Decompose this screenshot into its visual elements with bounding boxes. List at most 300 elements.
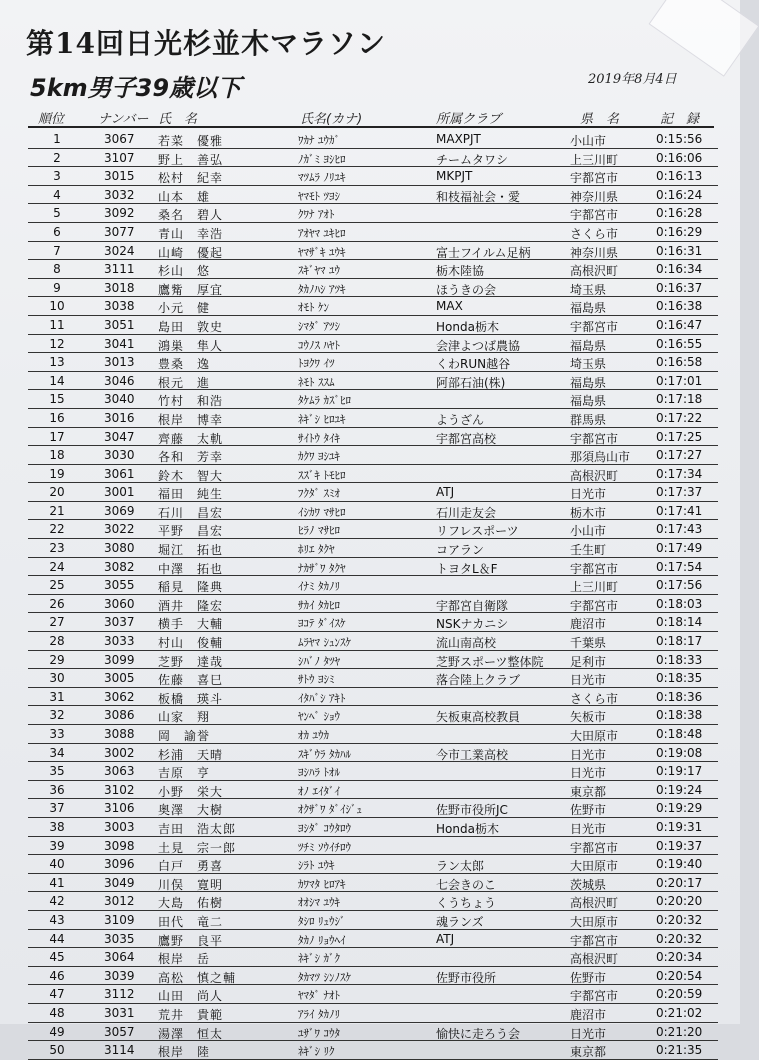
rank-cell: 25 xyxy=(49,578,65,593)
number-cell: 3046 xyxy=(104,373,135,388)
prefecture-cell: さくら市 xyxy=(570,691,619,706)
prefecture-cell: 高根沢町 xyxy=(570,264,619,279)
table-row xyxy=(28,520,718,539)
adhesive-tape xyxy=(649,0,759,77)
number-cell: 3024 xyxy=(104,243,135,258)
time-cell: 0:19:37 xyxy=(656,838,703,853)
number-cell: 3015 xyxy=(104,169,135,184)
number-cell: 3077 xyxy=(104,224,135,239)
kana-cell: ﾖｼﾊﾗ ﾄｵﾙ xyxy=(298,766,340,780)
prefecture-cell: 日光市 xyxy=(570,766,607,781)
kana-cell: ｻｶｲ ﾀｶﾋﾛ xyxy=(298,598,340,612)
kana-cell: ｱｵﾔﾏ ﾕｷﾋﾛ xyxy=(298,226,346,240)
prefecture-cell: 足利市 xyxy=(570,654,607,669)
prefecture-cell: 佐野市 xyxy=(570,803,607,818)
rank-cell: 23 xyxy=(49,541,65,556)
rank-cell: 13 xyxy=(49,355,65,370)
rank-cell: 38 xyxy=(49,819,65,834)
club-cell: ラン太郎 xyxy=(436,859,485,874)
name-cell: 豊桑 逸 xyxy=(158,357,211,372)
number-cell: 3106 xyxy=(104,801,135,816)
kana-cell: ｵﾉ ｴｲﾀﾞｲ xyxy=(298,784,340,798)
number-cell: 3099 xyxy=(104,652,135,667)
prefecture-cell: 宇都宮市 xyxy=(570,208,619,223)
kana-cell: ｲｼｶﾜ ﾏｻﾋﾛ xyxy=(298,505,346,519)
number-cell: 3061 xyxy=(104,466,135,481)
club-cell: くわRUN越谷 xyxy=(436,357,511,372)
kana-cell: ｽｽﾞｷ ﾄﾓﾋﾛ xyxy=(298,468,346,482)
kana-cell: ﾅｶｻﾞﾜ ﾀｸﾔ xyxy=(298,561,346,575)
club-cell: 流山南高校 xyxy=(436,636,497,651)
club-cell: 和枝福祉会・愛 xyxy=(436,189,521,204)
race-date: 2019年8月4日 xyxy=(588,72,677,87)
name-cell: 野上 善弘 xyxy=(158,152,224,167)
header-rank: 順位 xyxy=(38,112,65,127)
name-cell: 荒井 貴範 xyxy=(158,1007,224,1022)
time-cell: 0:17:18 xyxy=(656,392,703,407)
number-cell: 3111 xyxy=(104,262,135,277)
name-cell: 竹村 和浩 xyxy=(158,394,224,409)
prefecture-cell: 上三川町 xyxy=(570,152,619,167)
table-row xyxy=(28,502,718,521)
time-cell: 0:21:35 xyxy=(656,1043,703,1058)
number-cell: 3067 xyxy=(104,132,135,146)
name-cell: 杉浦 天晴 xyxy=(158,747,224,762)
prefecture-cell: 日光市 xyxy=(570,747,607,762)
prefecture-cell: 福島県 xyxy=(570,301,607,316)
rank-cell: 10 xyxy=(49,299,65,314)
header-time: 記 録 xyxy=(660,112,700,127)
prefecture-cell: 佐野市 xyxy=(570,970,607,985)
kana-cell: ﾀｶﾏﾂ ｼﾝﾉｽｹ xyxy=(298,970,351,984)
kana-cell: ｵｶ ﾕｳｶ xyxy=(298,729,329,742)
club-cell: 阿部石油(株) xyxy=(436,375,506,390)
number-cell: 3047 xyxy=(104,429,135,444)
prefecture-cell: 宇都宮市 xyxy=(570,319,619,334)
rank-cell: 20 xyxy=(49,485,65,500)
table-row xyxy=(28,911,718,930)
time-cell: 0:16:06 xyxy=(656,150,703,165)
kana-cell: ﾈﾓﾄ ｽｽﾑ xyxy=(298,375,335,389)
name-cell: 杉山 悠 xyxy=(158,264,211,279)
table-row xyxy=(28,818,718,837)
rank-cell: 41 xyxy=(49,875,65,890)
name-cell: 小野 栄大 xyxy=(158,784,224,799)
rank-cell: 34 xyxy=(49,745,65,760)
rank-cell: 4 xyxy=(53,187,61,202)
number-cell: 3013 xyxy=(104,355,135,370)
page-title: 第14回日光杉並木マラソン xyxy=(26,27,386,60)
prefecture-cell: 高根沢町 xyxy=(570,896,619,911)
kana-cell: ｽｷﾞﾔﾏ ﾕｳ xyxy=(298,264,340,278)
time-cell: 0:16:58 xyxy=(656,355,703,370)
rank-cell: 7 xyxy=(53,243,61,258)
kana-cell: ﾂﾁﾐ ｿｳｲﾁﾛｳ xyxy=(298,840,351,854)
time-cell: 0:17:43 xyxy=(656,522,703,537)
time-cell: 0:16:38 xyxy=(656,299,703,314)
table-row xyxy=(28,465,718,484)
table-row xyxy=(28,762,718,781)
table-row xyxy=(28,1023,718,1042)
table-row xyxy=(28,167,718,186)
time-cell: 0:17:27 xyxy=(656,448,703,463)
time-cell: 0:19:24 xyxy=(656,782,703,797)
club-cell: 落合陸上クラブ xyxy=(436,673,521,688)
number-cell: 3107 xyxy=(104,150,135,165)
table-row xyxy=(28,242,718,261)
name-cell: 青山 幸浩 xyxy=(158,226,224,241)
name-cell: 板橋 瑛斗 xyxy=(158,691,224,706)
kana-cell: ﾑﾗﾔﾏ ｼｭﾝｽｹ xyxy=(298,636,351,650)
time-cell: 0:17:49 xyxy=(656,541,703,556)
number-cell: 3063 xyxy=(104,764,135,779)
header-prefecture: 県 名 xyxy=(580,112,620,127)
kana-cell: ﾈｷﾞｼ ﾘｸ xyxy=(298,1045,335,1059)
prefecture-cell: 福島県 xyxy=(570,338,607,353)
number-cell: 3064 xyxy=(104,950,135,965)
table-row xyxy=(28,744,718,763)
number-cell: 3102 xyxy=(104,782,135,797)
time-cell: 0:19:08 xyxy=(656,745,703,760)
prefecture-cell: 小山市 xyxy=(570,134,607,148)
table-row xyxy=(28,428,718,447)
name-cell: 山崎 優起 xyxy=(158,245,224,260)
rank-cell: 29 xyxy=(49,652,65,667)
kana-cell: ｵｵｼﾏ ﾕｳｷ xyxy=(298,896,340,910)
rank-cell: 37 xyxy=(49,801,65,816)
name-cell: 島田 敦史 xyxy=(158,319,224,334)
kana-cell: ｼﾏﾀﾞ ｱﾂｼ xyxy=(298,319,340,333)
prefecture-cell: 上三川町 xyxy=(570,580,619,595)
rank-cell: 26 xyxy=(49,596,65,611)
time-cell: 0:17:56 xyxy=(656,578,703,593)
table-row xyxy=(28,539,718,558)
club-cell: トヨタL＆F xyxy=(436,561,498,576)
table-row xyxy=(28,725,718,744)
rank-cell: 17 xyxy=(49,429,65,444)
kana-cell: ﾀｹﾑﾗ ｶｽﾞﾋﾛ xyxy=(298,394,351,408)
rank-cell: 11 xyxy=(49,317,65,332)
rank-cell: 49 xyxy=(49,1024,65,1039)
rank-cell: 30 xyxy=(49,671,65,686)
table-row xyxy=(28,279,718,298)
prefecture-cell: 矢板市 xyxy=(570,710,607,725)
time-cell: 0:16:37 xyxy=(656,280,703,295)
prefecture-cell: 日光市 xyxy=(570,1026,607,1041)
name-cell: 山家 翔 xyxy=(158,710,211,725)
number-cell: 3060 xyxy=(104,596,135,611)
number-cell: 3012 xyxy=(104,894,135,909)
table-row xyxy=(28,130,718,149)
kana-cell: ﾀｶﾉﾊｼ ｱﾂｷ xyxy=(298,282,346,296)
kana-cell: ﾔﾏﾀﾞ ﾅｵﾄ xyxy=(298,989,340,1003)
name-cell: 酒井 隆宏 xyxy=(158,598,224,613)
prefecture-cell: 大田原市 xyxy=(570,859,619,874)
time-cell: 0:20:59 xyxy=(656,987,703,1002)
time-cell: 0:16:55 xyxy=(656,336,703,351)
prefecture-cell: 日光市 xyxy=(570,487,607,502)
kana-cell: ｶｸﾜ ﾖｼﾕｷ xyxy=(298,450,340,464)
kana-cell: ﾀｶﾉ ﾘｮｳﾍｲ xyxy=(298,933,346,947)
prefecture-cell: 宇都宮市 xyxy=(570,171,619,186)
prefecture-cell: さくら市 xyxy=(570,226,619,241)
rank-cell: 2 xyxy=(53,150,61,165)
rank-cell: 44 xyxy=(49,931,65,946)
number-cell: 3030 xyxy=(104,448,135,463)
number-cell: 3018 xyxy=(104,280,135,295)
number-cell: 3069 xyxy=(104,503,135,518)
table-row xyxy=(28,1041,718,1060)
club-cell: Honda栃木 xyxy=(436,319,499,334)
table-row xyxy=(28,483,718,502)
kana-cell: ﾈｷﾞｼ ｶﾞｸ xyxy=(298,952,340,966)
prefecture-cell: 宇都宮市 xyxy=(570,840,619,855)
club-cell: MAX xyxy=(436,299,463,314)
kana-cell: ｲﾀﾊﾞｼ ｱｷﾄ xyxy=(298,691,346,705)
club-cell: チームタワシ xyxy=(436,152,509,167)
number-cell: 3001 xyxy=(104,485,135,500)
kana-cell: ｵｸｻﾞﾜ ﾀﾞｲｼﾞｭ xyxy=(298,803,362,817)
club-cell: NSKナカニシ xyxy=(436,617,509,632)
kana-cell: ｲﾅﾐ ﾀｶﾉﾘ xyxy=(298,580,340,594)
time-cell: 0:20:54 xyxy=(656,968,703,983)
table-row xyxy=(28,613,718,632)
club-cell: 富士フイルム足柄 xyxy=(436,245,531,260)
rank-cell: 31 xyxy=(49,689,65,704)
kana-cell: ﾖｼﾀﾞ ｺｳﾀﾛｳ xyxy=(298,821,351,835)
name-cell: 大島 佑樹 xyxy=(158,896,224,911)
number-cell: 3086 xyxy=(104,708,135,723)
name-cell: 川俣 寛明 xyxy=(158,877,224,892)
number-cell: 3040 xyxy=(104,392,135,407)
table-row xyxy=(28,372,718,391)
time-cell: 0:18:17 xyxy=(656,634,703,649)
rank-cell: 33 xyxy=(49,727,65,741)
rank-cell: 5 xyxy=(53,206,61,221)
prefecture-cell: 福島県 xyxy=(570,394,607,409)
time-cell: 0:16:31 xyxy=(656,243,703,258)
table-row xyxy=(28,576,718,595)
number-cell: 3016 xyxy=(104,410,135,425)
kana-cell: ｸﾜﾅ ｱｵﾄ xyxy=(298,208,335,222)
time-cell: 0:19:31 xyxy=(656,819,703,834)
table-row xyxy=(28,948,718,967)
kana-cell: ｻﾄｳ ﾖｼﾐ xyxy=(298,673,335,687)
time-cell: 0:19:17 xyxy=(656,764,703,779)
number-cell: 3022 xyxy=(104,522,135,537)
rank-cell: 32 xyxy=(49,708,65,723)
time-cell: 0:21:02 xyxy=(656,1005,703,1020)
rank-cell: 6 xyxy=(53,224,61,239)
name-cell: 鷹野 良平 xyxy=(158,933,224,948)
club-cell: 会津よつば農協 xyxy=(436,338,521,353)
number-cell: 3088 xyxy=(104,727,135,741)
club-cell: 佐野市役所JC xyxy=(436,803,508,818)
header-kana: 氏名(カナ) xyxy=(300,112,363,127)
name-cell: 白戸 勇喜 xyxy=(158,859,224,874)
kana-cell: ﾏﾂﾑﾗ ﾉﾘﾕｷ xyxy=(298,171,346,185)
kana-cell: ﾋﾗﾉ ﾏｻﾋﾛ xyxy=(298,524,340,538)
table-row xyxy=(28,967,718,986)
rank-cell: 46 xyxy=(49,968,65,983)
name-cell: 桑名 碧人 xyxy=(158,208,224,223)
table-row xyxy=(28,892,718,911)
prefecture-cell: 宇都宮市 xyxy=(570,431,619,446)
rank-cell: 28 xyxy=(49,634,65,649)
rank-cell: 9 xyxy=(53,280,61,295)
kana-cell: ｱﾗｲ ﾀｶﾉﾘ xyxy=(298,1007,340,1021)
number-cell: 3092 xyxy=(104,206,135,221)
name-cell: 鈴木 智大 xyxy=(158,468,224,483)
rank-cell: 19 xyxy=(49,466,65,481)
kana-cell: ﾉｶﾞﾐ ﾖｼﾋﾛ xyxy=(298,152,346,166)
table-row xyxy=(28,558,718,577)
table-row xyxy=(28,855,718,874)
prefecture-cell: 千葉県 xyxy=(570,636,607,651)
name-cell: 鷹觜 厚宜 xyxy=(158,282,224,297)
rank-cell: 40 xyxy=(49,857,65,872)
number-cell: 3098 xyxy=(104,838,135,853)
time-cell: 0:20:32 xyxy=(656,931,703,946)
time-cell: 0:18:03 xyxy=(656,596,703,611)
time-cell: 0:17:54 xyxy=(656,559,703,574)
rank-cell: 1 xyxy=(53,132,61,146)
time-cell: 0:20:20 xyxy=(656,894,703,909)
table-row xyxy=(28,204,718,223)
kana-cell: ｺｳﾉｽ ﾊﾔﾄ xyxy=(298,338,340,352)
number-cell: 3038 xyxy=(104,299,135,314)
table-row xyxy=(28,632,718,651)
time-cell: 0:16:24 xyxy=(656,187,703,202)
prefecture-cell: 宇都宮市 xyxy=(570,561,619,576)
prefecture-cell: 壬生町 xyxy=(570,543,607,558)
time-cell: 0:20:34 xyxy=(656,950,703,965)
club-cell: ようざん xyxy=(436,412,485,427)
table-row xyxy=(28,316,718,335)
time-cell: 0:16:47 xyxy=(656,317,703,332)
number-cell: 3039 xyxy=(104,968,135,983)
prefecture-cell: 宇都宮市 xyxy=(570,989,619,1004)
table-row xyxy=(28,390,718,409)
name-cell: 平野 昌宏 xyxy=(158,524,224,539)
prefecture-cell: 大田原市 xyxy=(570,729,619,743)
rank-cell: 27 xyxy=(49,615,65,630)
rank-cell: 3 xyxy=(53,169,61,184)
results-table xyxy=(28,130,718,1060)
table-row xyxy=(28,446,718,465)
number-cell: 3031 xyxy=(104,1005,135,1020)
table-row xyxy=(28,223,718,242)
rank-cell: 35 xyxy=(49,764,65,779)
name-cell: 佐藤 喜巳 xyxy=(158,673,224,688)
rank-cell: 42 xyxy=(49,894,65,909)
rank-cell: 50 xyxy=(49,1043,65,1058)
number-cell: 3057 xyxy=(104,1024,135,1039)
prefecture-cell: 栃木市 xyxy=(570,505,607,520)
table-row xyxy=(28,595,718,614)
table-row xyxy=(28,799,718,818)
category-title: 5km男子39歳以下 xyxy=(30,74,242,102)
kana-cell: ﾈｷﾞｼ ﾋﾛﾕｷ xyxy=(298,412,346,426)
name-cell: 高松 慎之輔 xyxy=(158,970,237,985)
time-cell: 0:18:38 xyxy=(656,708,703,723)
kana-cell: ﾔﾝﾍﾞ ｼｮｳ xyxy=(298,710,340,724)
prefecture-cell: 大田原市 xyxy=(570,914,619,929)
number-cell: 3005 xyxy=(104,671,135,686)
time-cell: 0:20:17 xyxy=(656,875,703,890)
club-cell: 宇都宮自衛隊 xyxy=(436,598,509,613)
club-cell: 栃木陸協 xyxy=(436,264,485,279)
table-row xyxy=(28,669,718,688)
time-cell: 0:20:32 xyxy=(656,912,703,927)
club-cell: 愉快に走ろう会 xyxy=(436,1026,521,1041)
time-cell: 0:17:22 xyxy=(656,410,703,425)
header-number: ナンバー xyxy=(98,112,149,127)
time-cell: 0:17:01 xyxy=(656,373,703,388)
club-cell: MAXPJT xyxy=(436,132,481,146)
name-cell: 稲見 隆典 xyxy=(158,580,224,595)
table-row xyxy=(28,335,718,354)
club-cell: 佐野市役所 xyxy=(436,970,497,985)
table-header xyxy=(28,106,714,128)
rank-cell: 48 xyxy=(49,1005,65,1020)
table-row xyxy=(28,260,718,279)
name-cell: 奥澤 大樹 xyxy=(158,803,224,818)
prefecture-cell: 神奈川県 xyxy=(570,245,619,260)
rank-cell: 22 xyxy=(49,522,65,537)
time-cell: 0:18:14 xyxy=(656,615,703,630)
name-cell: 鴻巣 隼人 xyxy=(158,338,224,353)
number-cell: 3109 xyxy=(104,912,135,927)
kana-cell: ｵﾓﾄ ｹﾝ xyxy=(298,301,329,315)
name-cell: 田代 竜二 xyxy=(158,914,224,929)
club-cell: 魂ランズ xyxy=(436,914,484,929)
club-cell: コアラン xyxy=(436,543,485,558)
time-cell: 0:16:28 xyxy=(656,206,703,221)
rank-cell: 12 xyxy=(49,336,65,351)
table-row xyxy=(28,930,718,949)
rank-cell: 45 xyxy=(49,950,65,965)
table-row xyxy=(28,706,718,725)
number-cell: 3032 xyxy=(104,187,135,202)
time-cell: 0:21:20 xyxy=(656,1024,703,1039)
name-cell: 芝野 達哉 xyxy=(158,654,224,669)
number-cell: 3003 xyxy=(104,819,135,834)
number-cell: 3041 xyxy=(104,336,135,351)
rank-cell: 14 xyxy=(49,373,65,388)
time-cell: 0:18:35 xyxy=(656,671,703,686)
name-cell: 各和 芳幸 xyxy=(158,450,224,465)
kana-cell: ﾄﾖｸﾜ ｲﾂ xyxy=(298,357,335,371)
club-cell: 今市工業高校 xyxy=(436,747,509,762)
kana-cell: ﾜｶﾅ ﾕｳｶﾞ xyxy=(298,134,340,147)
number-cell: 3035 xyxy=(104,931,135,946)
kana-cell: ｶﾜﾏﾀ ﾋﾛｱｷ xyxy=(298,877,346,891)
kana-cell: ﾌｸﾀﾞ ｽﾐｵ xyxy=(298,487,340,501)
name-cell: 中澤 拓也 xyxy=(158,561,224,576)
kana-cell: ｼﾗﾄ ﾕｳｷ xyxy=(298,859,335,873)
prefecture-cell: 日光市 xyxy=(570,673,607,688)
prefecture-cell: 宇都宮市 xyxy=(570,598,619,613)
rank-cell: 8 xyxy=(53,262,61,277)
rank-cell: 43 xyxy=(49,912,65,927)
prefecture-cell: 日光市 xyxy=(570,821,607,836)
prefecture-cell: 埼玉県 xyxy=(570,282,607,297)
prefecture-cell: 那須烏山市 xyxy=(570,450,631,465)
rank-cell: 24 xyxy=(49,559,65,574)
name-cell: 山本 雄 xyxy=(158,189,211,204)
table-row xyxy=(28,837,718,856)
